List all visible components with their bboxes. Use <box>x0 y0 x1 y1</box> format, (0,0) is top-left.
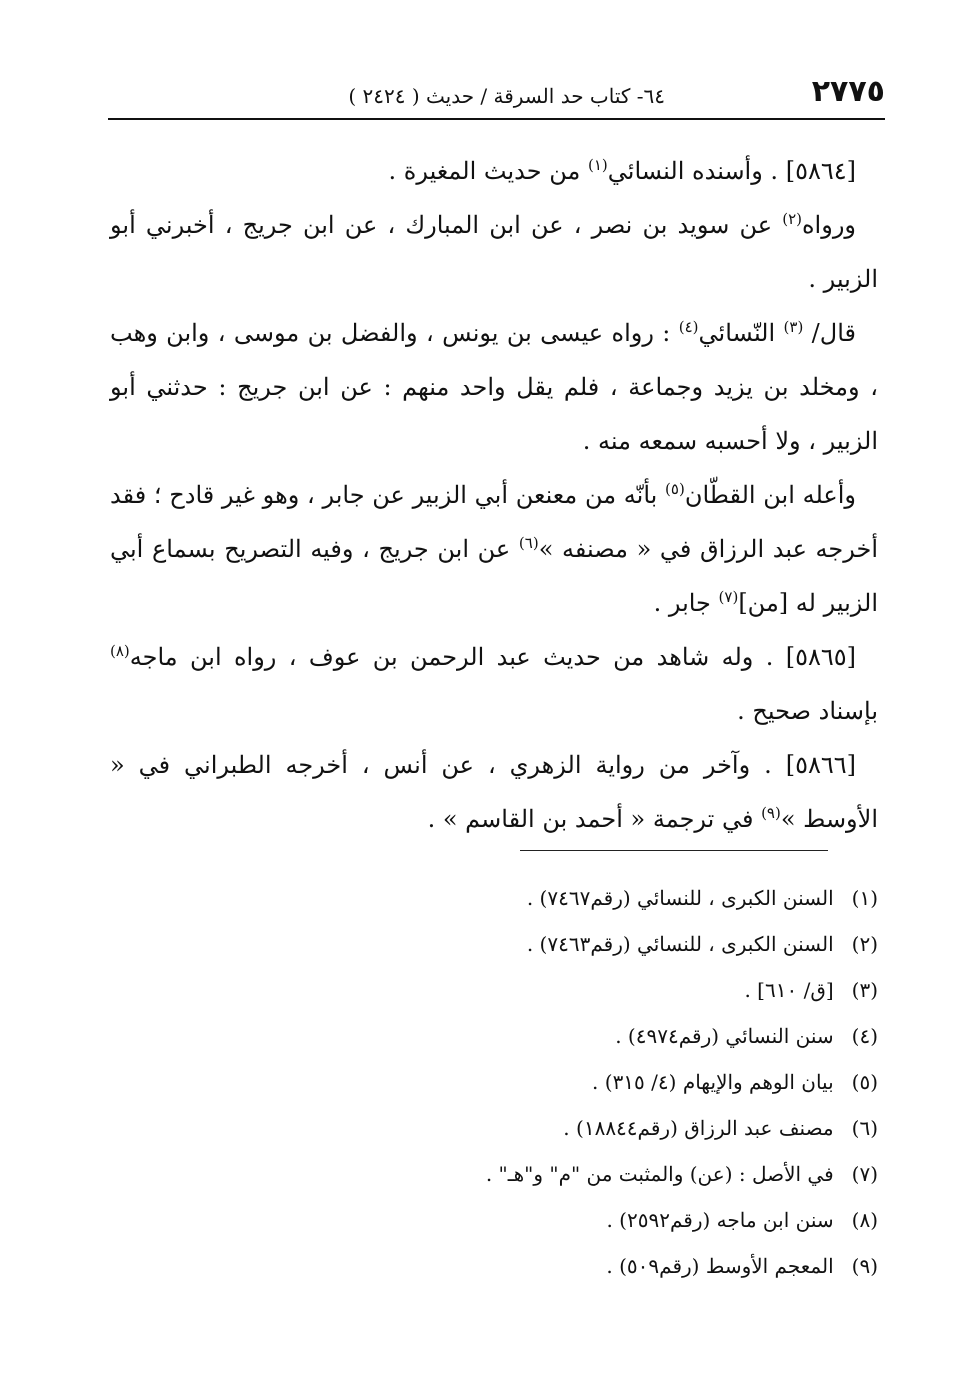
footnote-text: مصنف عبد الرزاق (رقم١٨٨٤٤) . <box>563 1116 840 1140</box>
page-header <box>108 74 885 120</box>
footnote-text: السنن الكبرى ، للنسائي (رقم٧٤٦٣) . <box>526 932 840 956</box>
footnote-number: (٥) <box>851 1070 878 1094</box>
text-run: [٥٨٦٥] . وله شاهد من حديث عبد الرحمن بن عوف ، رواه ابن ماجه <box>129 643 857 671</box>
paragraph <box>110 198 878 306</box>
paragraph <box>110 306 878 468</box>
footnotes <box>108 875 878 1289</box>
page-number: ٢٧٧٥ <box>811 74 885 109</box>
text-run: وأعله ابن القطّان <box>684 481 857 509</box>
footnote-text: المعجم الأوسط (رقم٥٠٩) . <box>606 1254 840 1278</box>
footnote-item <box>108 1059 878 1105</box>
footnote-number: (٣) <box>851 978 878 1002</box>
text-run: : رواه عيسى بن يونس ، والفضل بن موسى ، وابن وهب ، ومخلد بن يزيد وجماعة ، فلم يقل واحد منهم : عن ابن جريج : حدثني أبو الزبير ، ولا أحسبه سمعه منه . <box>110 319 878 455</box>
footnote-number: (٧) <box>851 1162 878 1186</box>
text-run: في ترجمة « أحمد بن القاسم » . <box>427 805 762 833</box>
text-run: عن ابن جريج ، وفيه التصريح بسماع أبي الزبير له [من] <box>110 535 878 617</box>
footnote-item <box>108 1105 878 1151</box>
text-run: النّسائي <box>698 319 784 347</box>
footnote-text: سنن النسائي (رقم٤٩٧٤) . <box>615 1024 840 1048</box>
footnote-text: [ق/ ٦١٠] . <box>744 978 840 1002</box>
footnote-text: سنن ابن ماجه (رقم٢٥٩٢) . <box>606 1208 840 1232</box>
footnote-reference: (٨) <box>110 642 130 660</box>
footnote-text: السنن الكبرى ، للنسائي (رقم٧٤٦٧) . <box>526 886 840 910</box>
footnote-divider <box>520 850 828 851</box>
running-title: ٦٤- كتاب حد السرقة / حديث ( ٢٤٢٤ ) <box>348 84 665 108</box>
footnote-item <box>108 921 878 967</box>
footnote-item <box>108 1243 878 1289</box>
footnote-reference: (١) <box>587 156 608 174</box>
text-run: ورواه <box>801 211 856 239</box>
text-run: عن سويد بن نصر ، عن ابن المبارك ، عن ابن جريج ، أخبرني أبو الزبير . <box>110 211 878 293</box>
footnote-item <box>108 967 878 1013</box>
footnote-reference: (٥) <box>665 480 685 498</box>
text-run: [٥٨٦٦] . وآخر من رواية الزهري ، عن أنس ، أخرجه الطبراني في « الأوسط » <box>110 751 878 833</box>
footnote-item <box>108 1151 878 1197</box>
footnote-number: (٦) <box>851 1116 878 1140</box>
footnote-item <box>108 875 878 921</box>
footnote-reference: (٦) <box>518 534 539 552</box>
paragraph <box>110 468 878 630</box>
main-text <box>110 144 878 846</box>
text-run: جابر . <box>653 589 719 617</box>
footnote-reference: (٣) <box>783 318 804 336</box>
footnote-reference: (٢) <box>782 210 802 228</box>
text-run: [٥٨٦٤] . وأسنده النسائي <box>607 157 856 185</box>
footnote-reference: (٧) <box>718 588 739 606</box>
text-run: قال/ <box>803 319 856 347</box>
paragraph <box>110 738 878 846</box>
footnote-reference: (٩) <box>761 804 781 822</box>
paragraph <box>110 144 878 198</box>
paragraph <box>110 630 878 738</box>
footnote-number: (٩) <box>851 1254 878 1278</box>
text-run: بأنّه من معنعن أبي الزبير عن جابر ، وهو غير قادح ؛ فقد أخرجه عبد الرزاق في « مصنفه » <box>110 481 879 563</box>
footnote-text: في الأصل : (عن) والمثبت من "م" و"هـ" . <box>485 1162 840 1186</box>
footnote-number: (٤) <box>851 1024 878 1048</box>
footnote-number: (٨) <box>851 1208 878 1232</box>
text-run: من حديث المغيرة . <box>388 157 588 185</box>
footnote-item <box>108 1013 878 1059</box>
footnote-text: بيان الوهم والإيهام (٤/ ٣١٥) . <box>592 1070 840 1094</box>
footnote-number: (١) <box>851 886 878 910</box>
footnote-number: (٢) <box>851 932 878 956</box>
footnote-item <box>108 1197 878 1243</box>
text-run: بإسناد صحيح . <box>737 697 878 725</box>
footnote-reference: (٤) <box>678 318 699 336</box>
